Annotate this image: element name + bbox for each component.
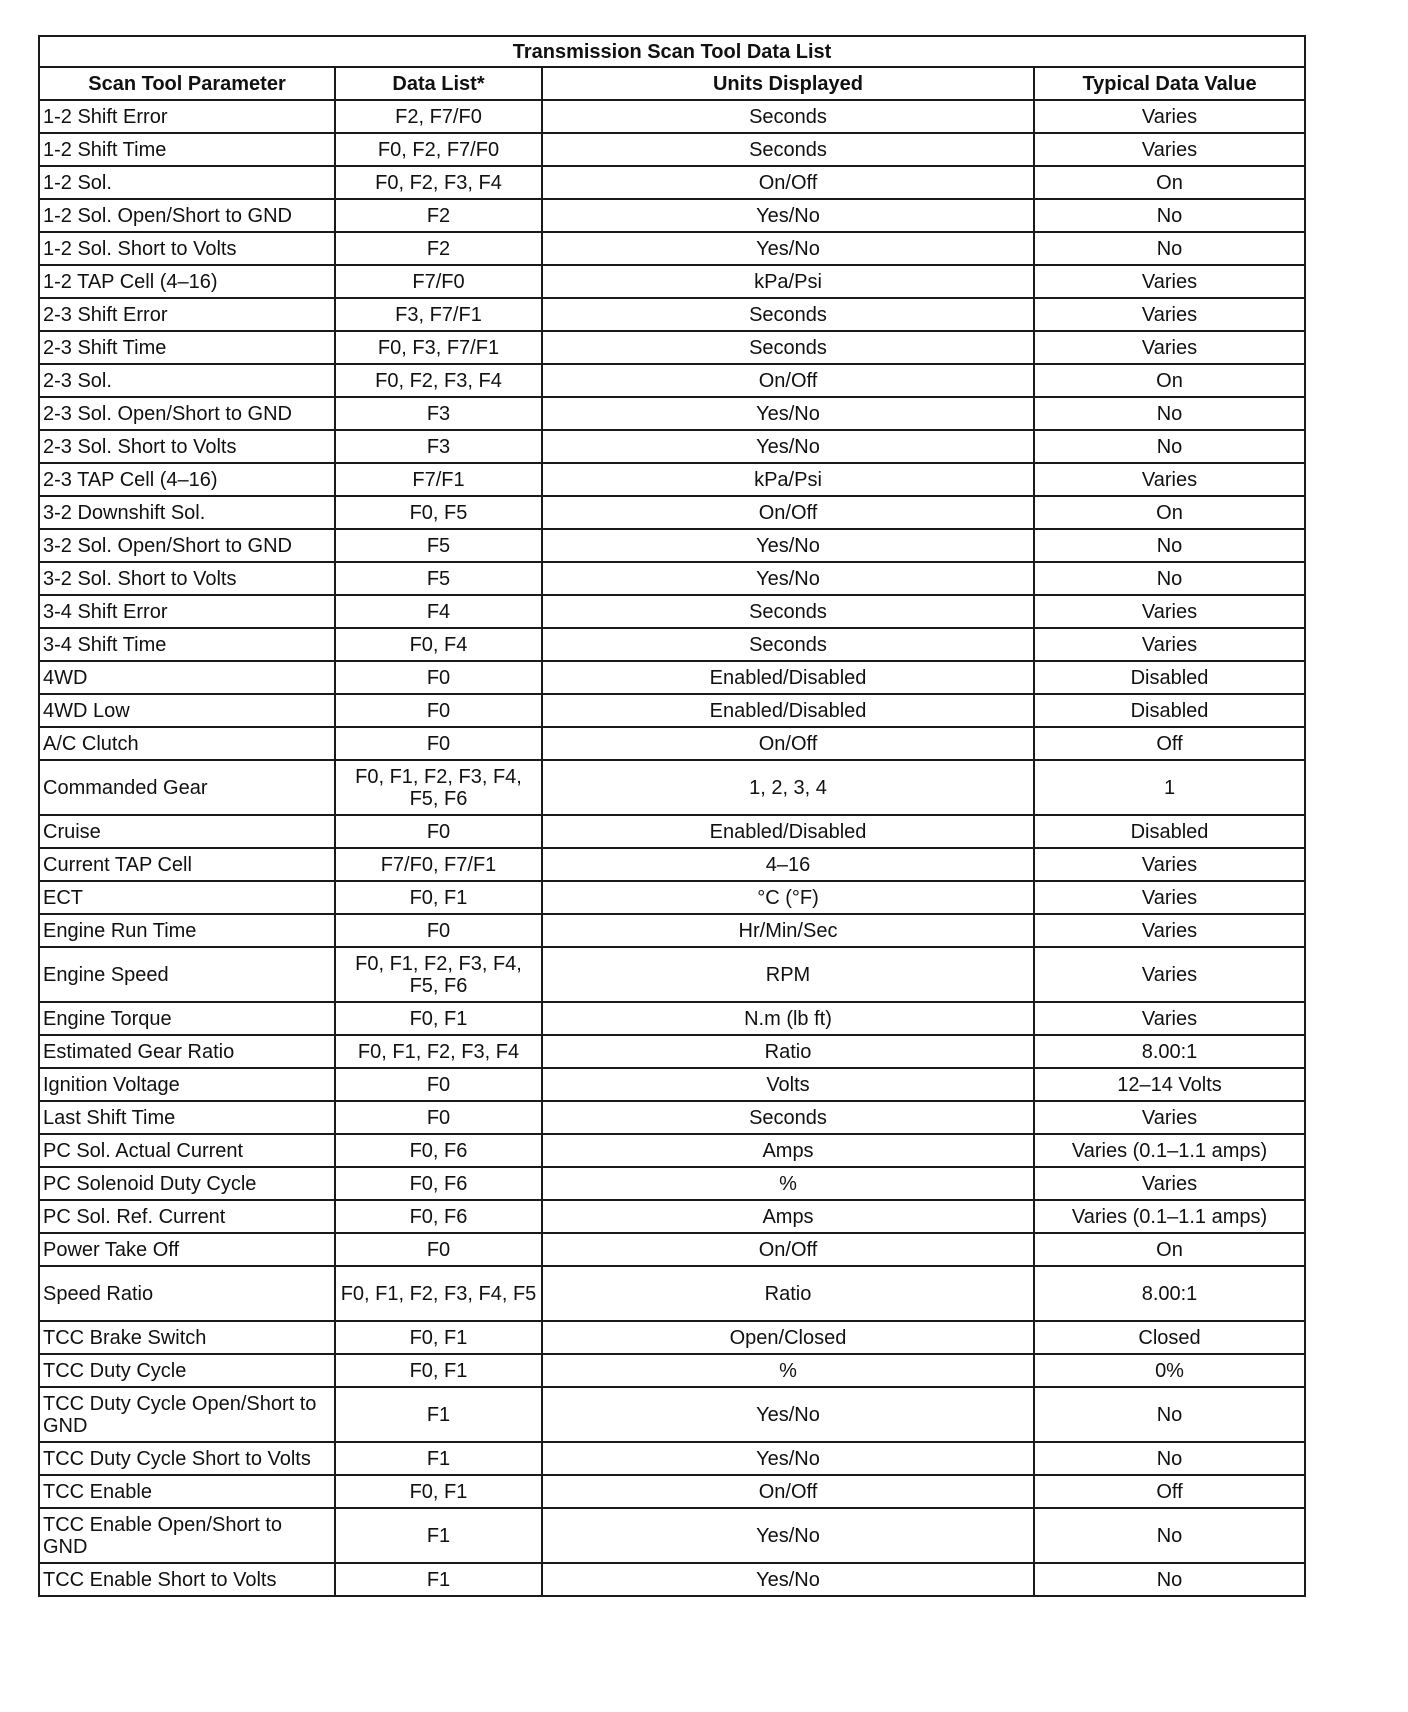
cell-typical-value: No [1034, 562, 1305, 595]
cell-units: Yes/No [542, 1563, 1034, 1596]
cell-units: Seconds [542, 331, 1034, 364]
cell-parameter: 2-3 Sol. Open/Short to GND [39, 397, 335, 430]
cell-data-list: F7/F1 [335, 463, 542, 496]
cell-parameter: Estimated Gear Ratio [39, 1035, 335, 1068]
cell-units: Yes/No [542, 562, 1034, 595]
cell-typical-value: Varies [1034, 1101, 1305, 1134]
scan-tool-data-table [38, 35, 1306, 1597]
cell-typical-value: Disabled [1034, 694, 1305, 727]
cell-data-list: F3, F7/F1 [335, 298, 542, 331]
cell-parameter: TCC Duty Cycle Open/Short to GND [39, 1387, 335, 1442]
cell-units: Amps [542, 1134, 1034, 1167]
cell-parameter: 1-2 Shift Time [39, 133, 335, 166]
table-row [39, 1233, 1305, 1266]
cell-units: On/Off [542, 496, 1034, 529]
cell-typical-value: On [1034, 364, 1305, 397]
cell-units: Seconds [542, 1101, 1034, 1134]
cell-units: Yes/No [542, 430, 1034, 463]
table-row [39, 1354, 1305, 1387]
table-row [39, 331, 1305, 364]
cell-data-list: F0 [335, 914, 542, 947]
cell-typical-value: No [1034, 1563, 1305, 1596]
cell-typical-value: Varies (0.1–1.1 amps) [1034, 1200, 1305, 1233]
cell-parameter: 3-2 Sol. Short to Volts [39, 562, 335, 595]
cell-typical-value: Off [1034, 1475, 1305, 1508]
cell-parameter: 4WD [39, 661, 335, 694]
table-title: Transmission Scan Tool Data List [39, 36, 1305, 67]
cell-typical-value: Varies [1034, 265, 1305, 298]
cell-typical-value: No [1034, 1387, 1305, 1442]
table-row [39, 265, 1305, 298]
cell-units: N.m (lb ft) [542, 1002, 1034, 1035]
cell-parameter: 2-3 Shift Time [39, 331, 335, 364]
table-row [39, 1101, 1305, 1134]
cell-data-list: F1 [335, 1387, 542, 1442]
cell-typical-value: Varies [1034, 100, 1305, 133]
table-row [39, 298, 1305, 331]
cell-units: Seconds [542, 133, 1034, 166]
cell-units: On/Off [542, 364, 1034, 397]
cell-typical-value: On [1034, 1233, 1305, 1266]
cell-parameter: PC Sol. Ref. Current [39, 1200, 335, 1233]
cell-parameter: ECT [39, 881, 335, 914]
table-row [39, 1068, 1305, 1101]
table-row [39, 232, 1305, 265]
cell-data-list: F0 [335, 727, 542, 760]
cell-units: Ratio [542, 1266, 1034, 1321]
cell-units: °C (°F) [542, 881, 1034, 914]
table-row [39, 881, 1305, 914]
cell-parameter: Speed Ratio [39, 1266, 335, 1321]
cell-parameter: 3-4 Shift Error [39, 595, 335, 628]
column-header-parameter: Scan Tool Parameter [39, 67, 335, 100]
table-row [39, 1134, 1305, 1167]
table-row [39, 1002, 1305, 1035]
cell-units: RPM [542, 947, 1034, 1002]
cell-data-list: F0, F1 [335, 1475, 542, 1508]
cell-data-list: F0 [335, 1068, 542, 1101]
table-row [39, 1321, 1305, 1354]
cell-units: % [542, 1354, 1034, 1387]
cell-data-list: F0, F5 [335, 496, 542, 529]
cell-data-list: F2 [335, 232, 542, 265]
cell-typical-value: Varies [1034, 133, 1305, 166]
cell-units: Yes/No [542, 232, 1034, 265]
cell-data-list: F0, F6 [335, 1134, 542, 1167]
table-row [39, 133, 1305, 166]
table-row [39, 364, 1305, 397]
cell-parameter: 1-2 Shift Error [39, 100, 335, 133]
cell-units: On/Off [542, 166, 1034, 199]
cell-typical-value: Varies (0.1–1.1 amps) [1034, 1134, 1305, 1167]
cell-typical-value: 8.00:1 [1034, 1035, 1305, 1068]
table-row [39, 1200, 1305, 1233]
table-row [39, 463, 1305, 496]
cell-data-list: F7/F0, F7/F1 [335, 848, 542, 881]
cell-parameter: Engine Run Time [39, 914, 335, 947]
cell-typical-value: 8.00:1 [1034, 1266, 1305, 1321]
column-header-typical-value: Typical Data Value [1034, 67, 1305, 100]
table-row [39, 1442, 1305, 1475]
cell-typical-value: No [1034, 529, 1305, 562]
cell-units: Yes/No [542, 397, 1034, 430]
cell-units: Yes/No [542, 1442, 1034, 1475]
cell-units: Open/Closed [542, 1321, 1034, 1354]
cell-data-list: F4 [335, 595, 542, 628]
cell-data-list: F7/F0 [335, 265, 542, 298]
cell-typical-value: On [1034, 166, 1305, 199]
cell-data-list: F0, F6 [335, 1167, 542, 1200]
cell-typical-value: Varies [1034, 881, 1305, 914]
cell-typical-value: No [1034, 199, 1305, 232]
table-row [39, 1508, 1305, 1563]
table-row [39, 397, 1305, 430]
cell-data-list: F0, F1, F2, F3, F4, F5, F6 [335, 947, 542, 1002]
cell-units: Hr/Min/Sec [542, 914, 1034, 947]
cell-typical-value: Disabled [1034, 661, 1305, 694]
cell-data-list: F0, F1 [335, 881, 542, 914]
cell-parameter: TCC Brake Switch [39, 1321, 335, 1354]
cell-data-list: F0 [335, 1101, 542, 1134]
cell-data-list: F0, F1, F2, F3, F4, F5 [335, 1266, 542, 1321]
cell-typical-value: 0% [1034, 1354, 1305, 1387]
cell-typical-value: Varies [1034, 1167, 1305, 1200]
cell-units: Seconds [542, 595, 1034, 628]
cell-typical-value: Varies [1034, 595, 1305, 628]
cell-data-list: F5 [335, 562, 542, 595]
cell-typical-value: Varies [1034, 628, 1305, 661]
table-row [39, 529, 1305, 562]
cell-parameter: PC Sol. Actual Current [39, 1134, 335, 1167]
table-row [39, 848, 1305, 881]
cell-parameter: Engine Torque [39, 1002, 335, 1035]
cell-data-list: F0, F4 [335, 628, 542, 661]
cell-units: Seconds [542, 628, 1034, 661]
cell-data-list: F0, F6 [335, 1200, 542, 1233]
cell-units: 4–16 [542, 848, 1034, 881]
cell-units: Enabled/Disabled [542, 694, 1034, 727]
cell-typical-value: No [1034, 232, 1305, 265]
cell-units: Enabled/Disabled [542, 661, 1034, 694]
table-title-row [39, 36, 1305, 67]
cell-units: Enabled/Disabled [542, 815, 1034, 848]
cell-parameter: Current TAP Cell [39, 848, 335, 881]
table-row [39, 595, 1305, 628]
table-row [39, 914, 1305, 947]
cell-data-list: F0, F2, F3, F4 [335, 364, 542, 397]
table-row [39, 562, 1305, 595]
cell-data-list: F5 [335, 529, 542, 562]
table-row [39, 1387, 1305, 1442]
cell-parameter: 3-4 Shift Time [39, 628, 335, 661]
cell-parameter: PC Solenoid Duty Cycle [39, 1167, 335, 1200]
cell-data-list: F3 [335, 430, 542, 463]
cell-units: % [542, 1167, 1034, 1200]
cell-data-list: F0, F2, F7/F0 [335, 133, 542, 166]
cell-data-list: F0, F1, F2, F3, F4, F5, F6 [335, 760, 542, 815]
table-row [39, 628, 1305, 661]
cell-data-list: F0, F1 [335, 1321, 542, 1354]
cell-units: Yes/No [542, 199, 1034, 232]
table-body [39, 100, 1305, 1596]
table-row [39, 661, 1305, 694]
cell-parameter: 1-2 Sol. Open/Short to GND [39, 199, 335, 232]
cell-data-list: F0, F1, F2, F3, F4 [335, 1035, 542, 1068]
cell-parameter: A/C Clutch [39, 727, 335, 760]
cell-parameter: 3-2 Sol. Open/Short to GND [39, 529, 335, 562]
cell-parameter: 2-3 Sol. Short to Volts [39, 430, 335, 463]
cell-parameter: TCC Enable [39, 1475, 335, 1508]
cell-parameter: 3-2 Downshift Sol. [39, 496, 335, 529]
table-row [39, 1266, 1305, 1321]
cell-data-list: F1 [335, 1442, 542, 1475]
cell-parameter: 2-3 TAP Cell (4–16) [39, 463, 335, 496]
table-row [39, 166, 1305, 199]
table-row [39, 1167, 1305, 1200]
cell-data-list: F2, F7/F0 [335, 100, 542, 133]
cell-parameter: Ignition Voltage [39, 1068, 335, 1101]
table-row [39, 815, 1305, 848]
table-row [39, 199, 1305, 232]
table-row [39, 1035, 1305, 1068]
cell-parameter: 1-2 Sol. Short to Volts [39, 232, 335, 265]
cell-units: Volts [542, 1068, 1034, 1101]
cell-units: Yes/No [542, 1508, 1034, 1563]
cell-parameter: Power Take Off [39, 1233, 335, 1266]
cell-typical-value: No [1034, 1508, 1305, 1563]
cell-typical-value: No [1034, 397, 1305, 430]
cell-typical-value: 12–14 Volts [1034, 1068, 1305, 1101]
cell-units: Seconds [542, 298, 1034, 331]
cell-parameter: TCC Duty Cycle Short to Volts [39, 1442, 335, 1475]
cell-parameter: Engine Speed [39, 947, 335, 1002]
cell-data-list: F3 [335, 397, 542, 430]
cell-parameter: TCC Enable Short to Volts [39, 1563, 335, 1596]
cell-data-list: F0, F2, F3, F4 [335, 166, 542, 199]
cell-parameter: 2-3 Shift Error [39, 298, 335, 331]
cell-parameter: Last Shift Time [39, 1101, 335, 1134]
cell-data-list: F0, F3, F7/F1 [335, 331, 542, 364]
cell-parameter: 2-3 Sol. [39, 364, 335, 397]
column-header-units: Units Displayed [542, 67, 1034, 100]
cell-units: Amps [542, 1200, 1034, 1233]
table-row [39, 760, 1305, 815]
cell-parameter: 4WD Low [39, 694, 335, 727]
cell-data-list: F0 [335, 661, 542, 694]
cell-units: On/Off [542, 727, 1034, 760]
cell-parameter: Cruise [39, 815, 335, 848]
cell-data-list: F1 [335, 1563, 542, 1596]
cell-data-list: F0 [335, 694, 542, 727]
cell-typical-value: Disabled [1034, 815, 1305, 848]
cell-typical-value: Varies [1034, 298, 1305, 331]
cell-parameter: TCC Enable Open/Short to GND [39, 1508, 335, 1563]
table-row [39, 100, 1305, 133]
cell-units: Yes/No [542, 1387, 1034, 1442]
table-header-row [39, 67, 1305, 100]
cell-units: Ratio [542, 1035, 1034, 1068]
cell-units: kPa/Psi [542, 463, 1034, 496]
cell-units: On/Off [542, 1475, 1034, 1508]
cell-units: Seconds [542, 100, 1034, 133]
cell-typical-value: No [1034, 1442, 1305, 1475]
table-row [39, 694, 1305, 727]
cell-typical-value: Varies [1034, 463, 1305, 496]
cell-data-list: F0 [335, 1233, 542, 1266]
cell-typical-value: Varies [1034, 331, 1305, 364]
cell-typical-value: No [1034, 430, 1305, 463]
cell-parameter: TCC Duty Cycle [39, 1354, 335, 1387]
cell-units: kPa/Psi [542, 265, 1034, 298]
cell-units: 1, 2, 3, 4 [542, 760, 1034, 815]
cell-data-list: F2 [335, 199, 542, 232]
column-header-data-list: Data List* [335, 67, 542, 100]
cell-typical-value: Varies [1034, 914, 1305, 947]
cell-data-list: F0, F1 [335, 1354, 542, 1387]
cell-typical-value: Varies [1034, 947, 1305, 1002]
cell-units: Yes/No [542, 529, 1034, 562]
cell-typical-value: On [1034, 496, 1305, 529]
cell-data-list: F0 [335, 815, 542, 848]
table-row [39, 947, 1305, 1002]
cell-parameter: Commanded Gear [39, 760, 335, 815]
cell-data-list: F0, F1 [335, 1002, 542, 1035]
table-row [39, 1475, 1305, 1508]
cell-typical-value: 1 [1034, 760, 1305, 815]
cell-units: On/Off [542, 1233, 1034, 1266]
cell-data-list: F1 [335, 1508, 542, 1563]
table-row [39, 1563, 1305, 1596]
table-row [39, 430, 1305, 463]
cell-typical-value: Varies [1034, 1002, 1305, 1035]
table-row [39, 727, 1305, 760]
cell-parameter: 1-2 TAP Cell (4–16) [39, 265, 335, 298]
cell-parameter: 1-2 Sol. [39, 166, 335, 199]
cell-typical-value: Closed [1034, 1321, 1305, 1354]
cell-typical-value: Off [1034, 727, 1305, 760]
table-row [39, 496, 1305, 529]
cell-typical-value: Varies [1034, 848, 1305, 881]
